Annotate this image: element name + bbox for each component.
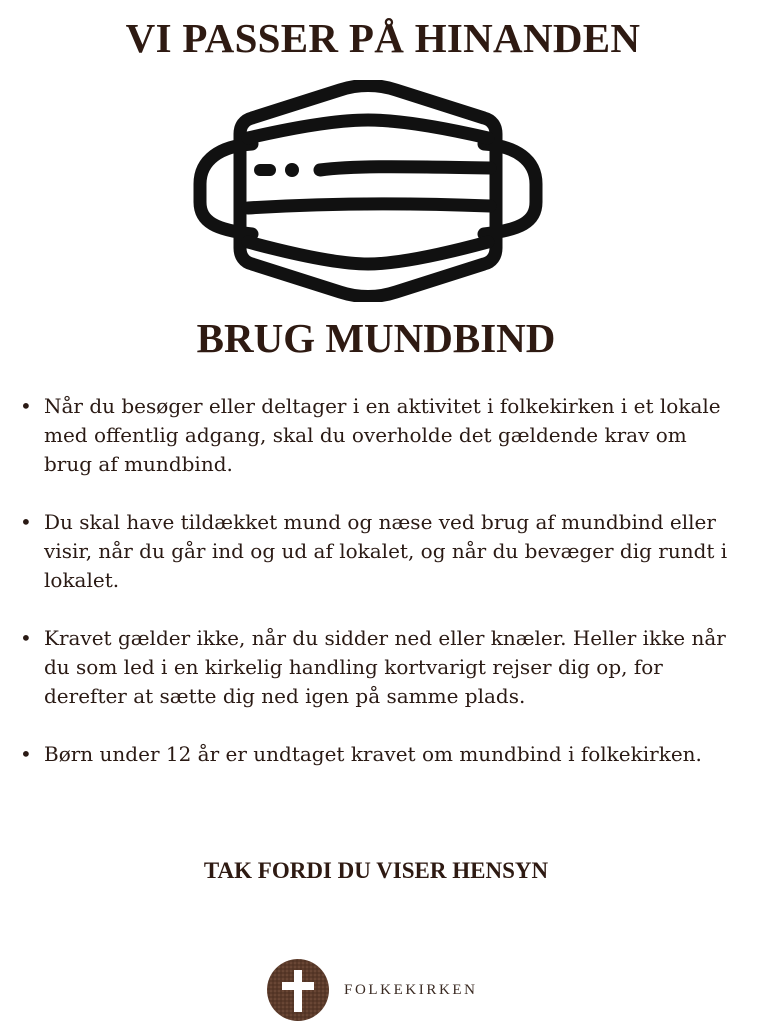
rule-text: Kravet gælder ikke, når du sidder ned eller knæler. Heller ikke når du som led i en kirkelig handling kortvarigt rejser dig op, for derefter at sætte dig ned igen på samme plads. — [44, 626, 726, 708]
bullet-icon: • — [20, 626, 32, 650]
rule-item — [16, 508, 736, 595]
rule-item — [16, 392, 736, 479]
bullet-icon: • — [20, 394, 32, 418]
rule-item — [16, 624, 736, 711]
rule-text: Når du besøger eller deltager i en aktivitet i folkekirken i et lokale med offentlig adgang, skal du overholde det gældende krav om brug af mundbind. — [44, 394, 721, 476]
folkekirken-logo[interactable] — [266, 958, 478, 1022]
face-mask-icon — [190, 80, 546, 302]
rules-list — [16, 392, 736, 798]
page-title: VI PASSER PÅ HINANDEN — [125, 15, 641, 61]
rule-text: Børn under 12 år er undtaget kravet om mundbind i folkekirken. — [44, 742, 702, 766]
thanks-message: TAK FORDI DU VISER HENSYN — [203, 858, 549, 883]
cross-emblem-icon — [266, 958, 330, 1022]
logo-text: FOLKEKIRKEN — [344, 981, 478, 998]
section-heading: BRUG MUNDBIND — [196, 315, 556, 361]
rule-item — [16, 740, 736, 769]
rule-text: Du skal have tildækket mund og næse ved brug af mundbind eller visir, når du går ind og ud af lokalet, og når du bevæger dig rundt i lokalet. — [44, 510, 728, 592]
bullet-icon: • — [20, 510, 32, 534]
bullet-icon: • — [20, 742, 32, 766]
